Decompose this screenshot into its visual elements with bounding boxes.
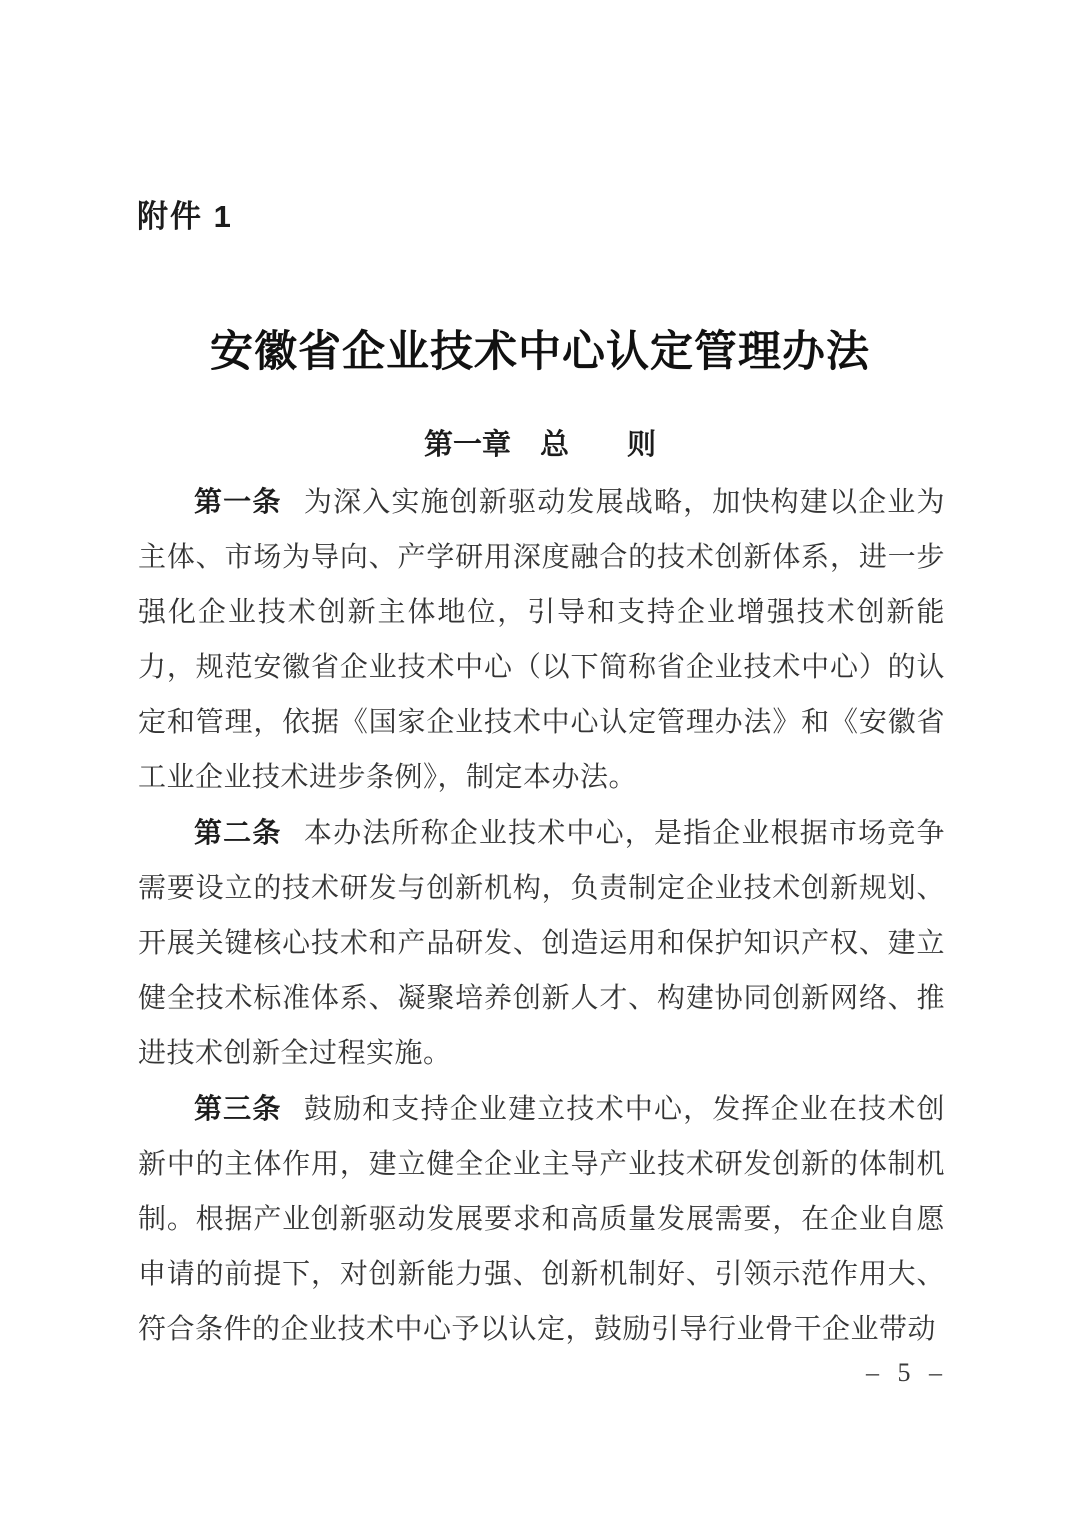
article-text: 为深入实施创新驱动发展战略，加快构建以企业为主体、市场为导向、产学研用深度融合的技术创新体系，进一步强化企业技术创新主体地位，引导和支持企业增强技术创新能力，规范安徽省企业技术中心（以下简称省企业技术中心）的认定和管理，依据《国家企业技术中心认定管理办法》和《安徽省工业企业技术进步条例》，制定本办法。	[138, 487, 945, 793]
article-paragraph	[138, 1081, 945, 1357]
article-paragraph	[138, 474, 945, 805]
article-text: 鼓励和支持企业建立技术中心，发挥企业在技术创新中的主体作用，建立健全企业主导产业技术研发创新的体制机制。根据产业创新驱动发展要求和高质量发展需要，在企业自愿申请的前提下，对创新能力强、创新机制好、引领示范作用大、符合条件的企业技术中心予以认定，鼓励引导行业骨干企业带动	[138, 1094, 945, 1345]
article-term: 第一条	[194, 486, 282, 517]
article-paragraph	[138, 805, 945, 1081]
attachment-label: 附件 1	[137, 199, 233, 234]
page-number: – 5 –	[866, 1358, 948, 1387]
article-term: 第三条	[194, 1093, 282, 1124]
document-body	[138, 474, 945, 1357]
chapter-heading: 第一章 总 则	[423, 429, 656, 461]
article-text: 本办法所称企业技术中心，是指企业根据市场竞争需要设立的技术研发与创新机构，负责制定企业技术创新规划、开展关键核心技术和产品研发、创造运用和保护知识产权、建立健全技术标准体系、凝聚培养创新人才、构建协同创新网络、推进技术创新全过程实施。	[138, 818, 945, 1069]
document-title: 安徽省企业技术中心认定管理办法	[210, 329, 870, 376]
article-term: 第二条	[194, 817, 282, 848]
